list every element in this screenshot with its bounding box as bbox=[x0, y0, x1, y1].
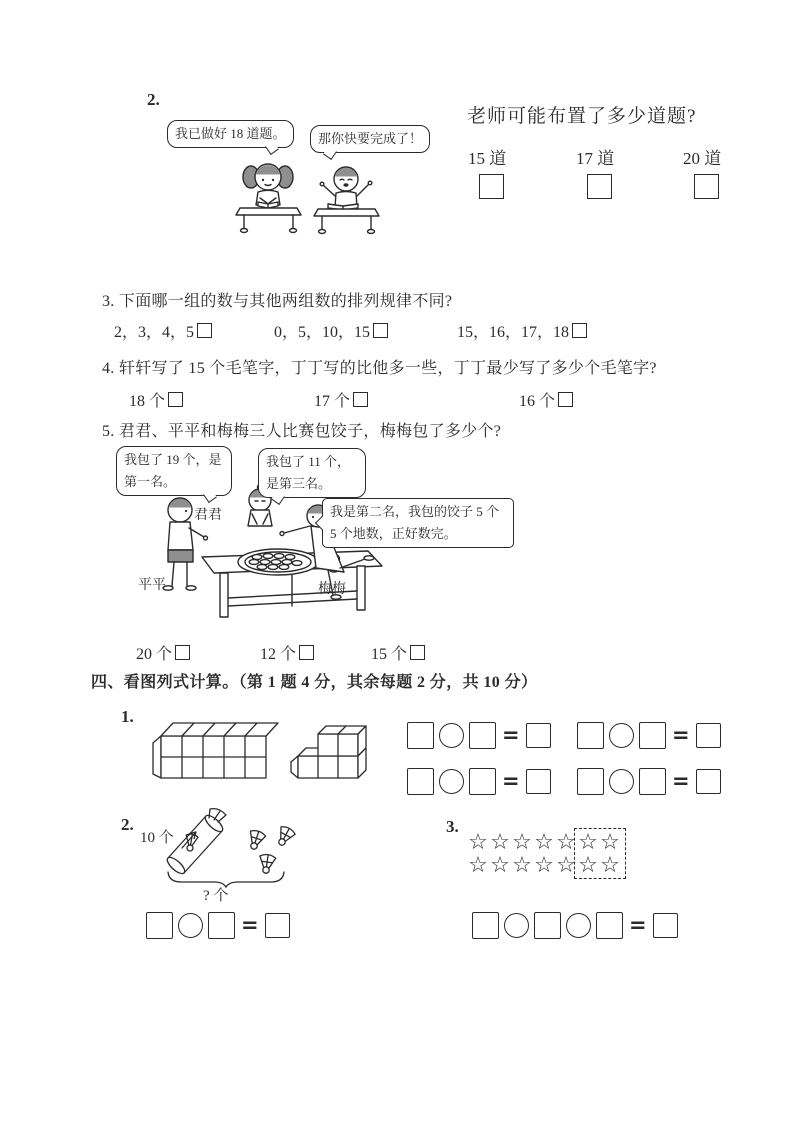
question-2-prompt: 老师可能布置了多少道题? bbox=[467, 106, 697, 127]
section4-q2-number: 2. bbox=[121, 815, 134, 834]
addend-square[interactable] bbox=[639, 768, 666, 795]
speech-bubble-meimei: 我是第二名，我包的饺子 5 个 5 个地数，正好数完。 bbox=[322, 498, 514, 548]
speech-bubble-junjun: 我包了 11 个，是第三名。 bbox=[258, 448, 366, 498]
speech-bubble-girl: 我已做好 18 道题。 bbox=[167, 120, 294, 148]
equals-sign: = bbox=[672, 769, 690, 793]
star-icon: ☆ bbox=[556, 853, 576, 878]
name-label-pingping: 平平 bbox=[138, 578, 166, 593]
result-square[interactable] bbox=[696, 769, 721, 794]
option-label: 18 个 bbox=[129, 393, 166, 410]
star-icon: ☆ bbox=[600, 853, 620, 878]
speech-bubble-boy: 那你快要完成了！ bbox=[310, 125, 430, 153]
option-item bbox=[519, 388, 573, 411]
option-checkbox[interactable] bbox=[479, 174, 504, 199]
addend-square[interactable] bbox=[639, 722, 666, 749]
answer-checkbox[interactable] bbox=[373, 323, 388, 338]
query-label: ? 个 bbox=[203, 888, 229, 904]
operator-circle[interactable] bbox=[439, 723, 464, 748]
operator-circle[interactable] bbox=[609, 769, 634, 794]
star-icon: ☆ bbox=[490, 853, 510, 878]
option-label: 17 个 bbox=[314, 393, 351, 410]
speech-bubble-pingping: 我包了 19 个，是第一名。 bbox=[116, 446, 232, 496]
operator-circle[interactable] bbox=[609, 723, 634, 748]
equation-template bbox=[407, 768, 551, 795]
equation-template bbox=[146, 912, 290, 939]
option-item bbox=[314, 388, 368, 411]
equation-template bbox=[577, 768, 721, 795]
equals-sign: = bbox=[629, 913, 647, 937]
option-item bbox=[457, 319, 587, 342]
option-label: 15，16，17，18 bbox=[457, 324, 570, 341]
question-3-text: 3. 下面哪一组的数与其他两组数的排列规律不同? bbox=[102, 293, 453, 310]
operator-circle[interactable] bbox=[439, 769, 464, 794]
addend-square[interactable] bbox=[146, 912, 173, 939]
addend-square[interactable] bbox=[577, 722, 604, 749]
option-item bbox=[274, 319, 388, 342]
equals-sign: = bbox=[672, 723, 690, 747]
addend-square[interactable] bbox=[407, 768, 434, 795]
option-label: 17 道 bbox=[576, 149, 615, 168]
addend-square[interactable] bbox=[407, 722, 434, 749]
result-square[interactable] bbox=[696, 723, 721, 748]
option-label: 20 道 bbox=[683, 149, 722, 168]
addend-square[interactable] bbox=[534, 912, 561, 939]
star-icon: ☆ bbox=[534, 830, 554, 855]
option-label: 2，3，4，5 bbox=[114, 324, 195, 341]
addend-square[interactable] bbox=[596, 912, 623, 939]
result-square[interactable] bbox=[526, 769, 551, 794]
star-icon: ☆ bbox=[578, 830, 598, 855]
name-label-junjun: 君君 bbox=[194, 508, 222, 523]
answer-checkbox[interactable] bbox=[558, 392, 573, 407]
star-icon: ☆ bbox=[534, 853, 554, 878]
option-label: 15 个 bbox=[371, 646, 408, 663]
addend-square[interactable] bbox=[208, 912, 235, 939]
equals-sign: = bbox=[502, 769, 520, 793]
equation-template-long bbox=[472, 912, 678, 939]
option-label: 0，5，10，15 bbox=[274, 324, 371, 341]
answer-checkbox[interactable] bbox=[572, 323, 587, 338]
question-4-text: 4. 轩轩写了 15 个毛笔字，丁丁写的比他多一些，丁丁最少写了多少个毛笔字? bbox=[102, 360, 657, 377]
star-icon: ☆ bbox=[600, 830, 620, 855]
addend-square[interactable] bbox=[577, 768, 604, 795]
equation-template bbox=[577, 722, 721, 749]
option-checkbox[interactable] bbox=[694, 174, 719, 199]
question-5-text: 5. 君君、平平和梅梅三人比赛包饺子，梅梅包了多少个? bbox=[102, 423, 502, 440]
dashed-group-box bbox=[574, 828, 626, 879]
addend-square[interactable] bbox=[469, 768, 496, 795]
star-icon: ☆ bbox=[490, 830, 510, 855]
result-square[interactable] bbox=[653, 913, 678, 938]
star-icon: ☆ bbox=[578, 853, 598, 878]
equation-template bbox=[407, 722, 551, 749]
option-label: 20 个 bbox=[136, 646, 173, 663]
option-label: 15 道 bbox=[468, 149, 507, 168]
star-icon: ☆ bbox=[468, 853, 488, 878]
star-icon: ☆ bbox=[556, 830, 576, 855]
result-square[interactable] bbox=[526, 723, 551, 748]
addend-square[interactable] bbox=[469, 722, 496, 749]
section4-q3-number: 3. bbox=[446, 817, 459, 836]
count-label: 10 个 bbox=[140, 830, 174, 846]
addend-square[interactable] bbox=[472, 912, 499, 939]
option-item bbox=[129, 388, 183, 411]
star-icon: ☆ bbox=[512, 830, 532, 855]
equals-sign: = bbox=[502, 723, 520, 747]
answer-checkbox[interactable] bbox=[168, 392, 183, 407]
equals-sign: = bbox=[241, 913, 259, 937]
star-icon: ☆ bbox=[468, 830, 488, 855]
section-4-header: 四、看图列式计算。（第 1 题 4 分，其余每题 2 分，共 10 分） bbox=[91, 674, 538, 691]
question-2-number: 2. bbox=[147, 90, 160, 109]
option-item bbox=[114, 319, 212, 342]
name-label-meimei: 梅梅 bbox=[318, 582, 346, 597]
operator-circle[interactable] bbox=[178, 913, 203, 938]
dumpling-contest-scene bbox=[110, 440, 520, 650]
star-icon: ☆ bbox=[512, 853, 532, 878]
section4-q1-number: 1. bbox=[121, 707, 134, 726]
option-checkbox[interactable] bbox=[587, 174, 612, 199]
option-label: 12 个 bbox=[260, 646, 297, 663]
cube-blocks-illustration bbox=[133, 710, 388, 798]
option-label: 16 个 bbox=[519, 393, 556, 410]
answer-checkbox[interactable] bbox=[353, 392, 368, 407]
answer-checkbox[interactable] bbox=[197, 323, 212, 338]
operator-circle[interactable] bbox=[504, 913, 529, 938]
kids-at-desks-illustration bbox=[222, 149, 392, 239]
operator-circle[interactable] bbox=[566, 913, 591, 938]
result-square[interactable] bbox=[265, 913, 290, 938]
